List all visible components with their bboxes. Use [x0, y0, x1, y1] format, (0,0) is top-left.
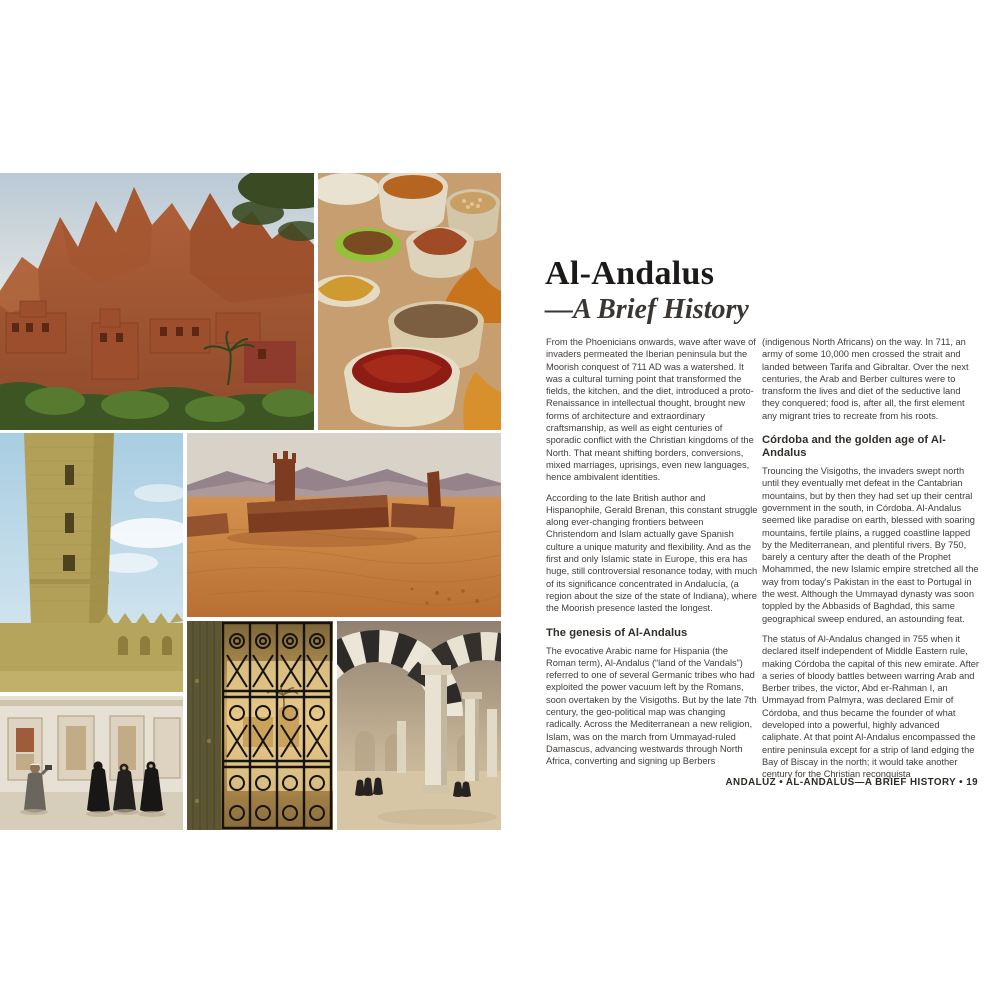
article-column-2: [762, 336, 980, 789]
section-heading-cordoba: Córdoba and the golden age of Al-Andalus: [762, 434, 946, 460]
photo-spice-market: [318, 173, 501, 430]
running-footer: ANDALUZ • AL-ANDALUS—A BRIEF HISTORY • 19: [725, 777, 978, 788]
photo-courtyard-figures: [0, 696, 183, 830]
page-subtitle: —A Brief History: [545, 294, 749, 326]
paragraph: From the Phoenicians onwards, wave after wave of invaders permeated the Iberian peninsula but the Moorish conquest of 711 AD was a watershed. It was a cultural turning point that transformed the fields, the kitchen, and the diet, introduced a proto-Renaissance in intellectual thought, brought new forms of architecture and extraordinary craftsmanship, as well as eight centuries of sporadic conflict with the Christian kingdoms of the North. That meant shifting borders, conversions, mixed marriages, uprisings, even new languages, hence ambivalent identities.: [546, 337, 756, 483]
paragraph: The evocative Arabic name for Hispania (the Roman term), Al-Andalus (“land of the Vandals”) referred to one of several Germanic tribes who had exploited the power vacuum left by the Romans, soon overtaken by the Visigoths. But by the late 7th century, the geo-political map was changing radically. Across the Mediterranean a new religion, Islam, was on the march from Ummayad-ruled Damascus, advancing westwards through North Africa, converting and signing up Berbers: [546, 645, 757, 767]
photo-mosque-arcade: [337, 621, 501, 830]
photo-iron-gate: [187, 621, 333, 830]
article-column-1: [546, 336, 758, 776]
photo-minaret-tower: [0, 433, 183, 692]
photo-desert-ruins: [187, 433, 501, 617]
paragraph: According to the late British author and Hispanophile, Gerald Brenan, this constant struggle along ever-changing frontiers between Christendom and Islam actually gave Spanish culture a unique maturity and flexibility. And as the first and only Islamic state in Europe, this era has huge, still controversial resonance today, with much of its significance concentrated in Andalucía, (a region about the size of the state of Indiana), where the Moorish presence lasted the longest.: [546, 492, 758, 614]
page-title: Al-Andalus: [545, 254, 715, 292]
section-heading-genesis: The genesis of Al-Andalus: [546, 626, 688, 639]
photo-mountain-village: [0, 173, 314, 430]
paragraph: (indigenous North Africans) on the way. In 711, an army of some 10,000 men crossed the strait and landed between Tarifa and Gibraltar. Over the next centuries, the Arab and Berber cultures were to transform the lives and diet of the seductive land they conquered; food is, after all, the first element any migrant tries to recreate from his roots.: [762, 337, 969, 421]
paragraph: Trouncing the Visigoths, the invaders swept north until they eventually met defeat in the Cantabrian mountains, but by then they had set up their central government in the south, in Córdoba. Al-Andalus seemed like paradise on earth, blessed with soaring mountains, fertile plains, a rugged coastline lapped by the Mediterranean, and plentiful rivers. By 750, barely a century after the death of the Prophet Mohammed, the new Islamic empire stretched all the way from today's Pakistan in the east to Portugal in the west. Although the Ummayad dynasty was soon toppled by the Abbasids of Baghdad, this same geographical sweep endured, an astounding feat.: [762, 466, 979, 624]
paragraph: The status of Al-Andalus changed in 755 when it declared itself independent of Middle Eastern rule, making Córdoba the capital of this new emirate. After a series of bloody battles between warring Arab and Berber tribes, the victor, Abd er-Rahman I, an Ummayad from Palmyra, was declared Emir of Córdoba, and thus became the founder of what developed into a powerful, highly advanced caliphate. At that point Al-Andalus encompassed the entire peninsula except for a strip of land edging the Bay of Biscay in the north; it would take another century for the Christian reconquista: [762, 633, 980, 780]
